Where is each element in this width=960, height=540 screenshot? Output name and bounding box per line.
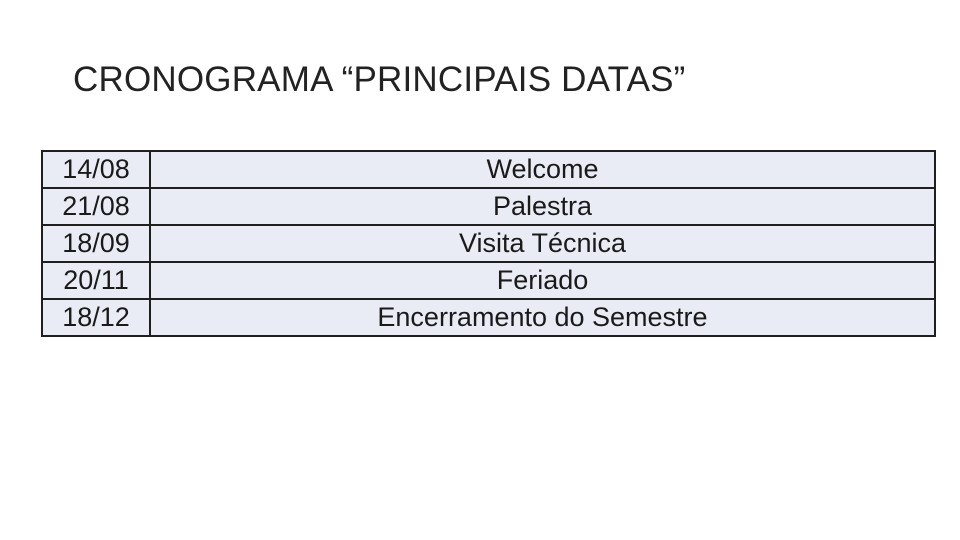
date-cell: 18/09 (42, 225, 150, 262)
date-cell: 20/11 (42, 262, 150, 299)
table-row (42, 188, 935, 225)
event-cell: Visita Técnica (150, 225, 935, 262)
table-row (42, 299, 935, 336)
event-cell: Encerramento do Semestre (150, 299, 935, 336)
event-cell: Feriado (150, 262, 935, 299)
table-row (42, 262, 935, 299)
table-row (42, 151, 935, 188)
table-row (42, 225, 935, 262)
schedule-table (41, 150, 936, 337)
event-cell: Palestra (150, 188, 935, 225)
event-cell: Welcome (150, 151, 935, 188)
slide-title: CRONOGRAMA “PRINCIPAIS DATAS” (73, 60, 686, 99)
date-cell: 14/08 (42, 151, 150, 188)
date-cell: 18/12 (42, 299, 150, 336)
date-cell: 21/08 (42, 188, 150, 225)
